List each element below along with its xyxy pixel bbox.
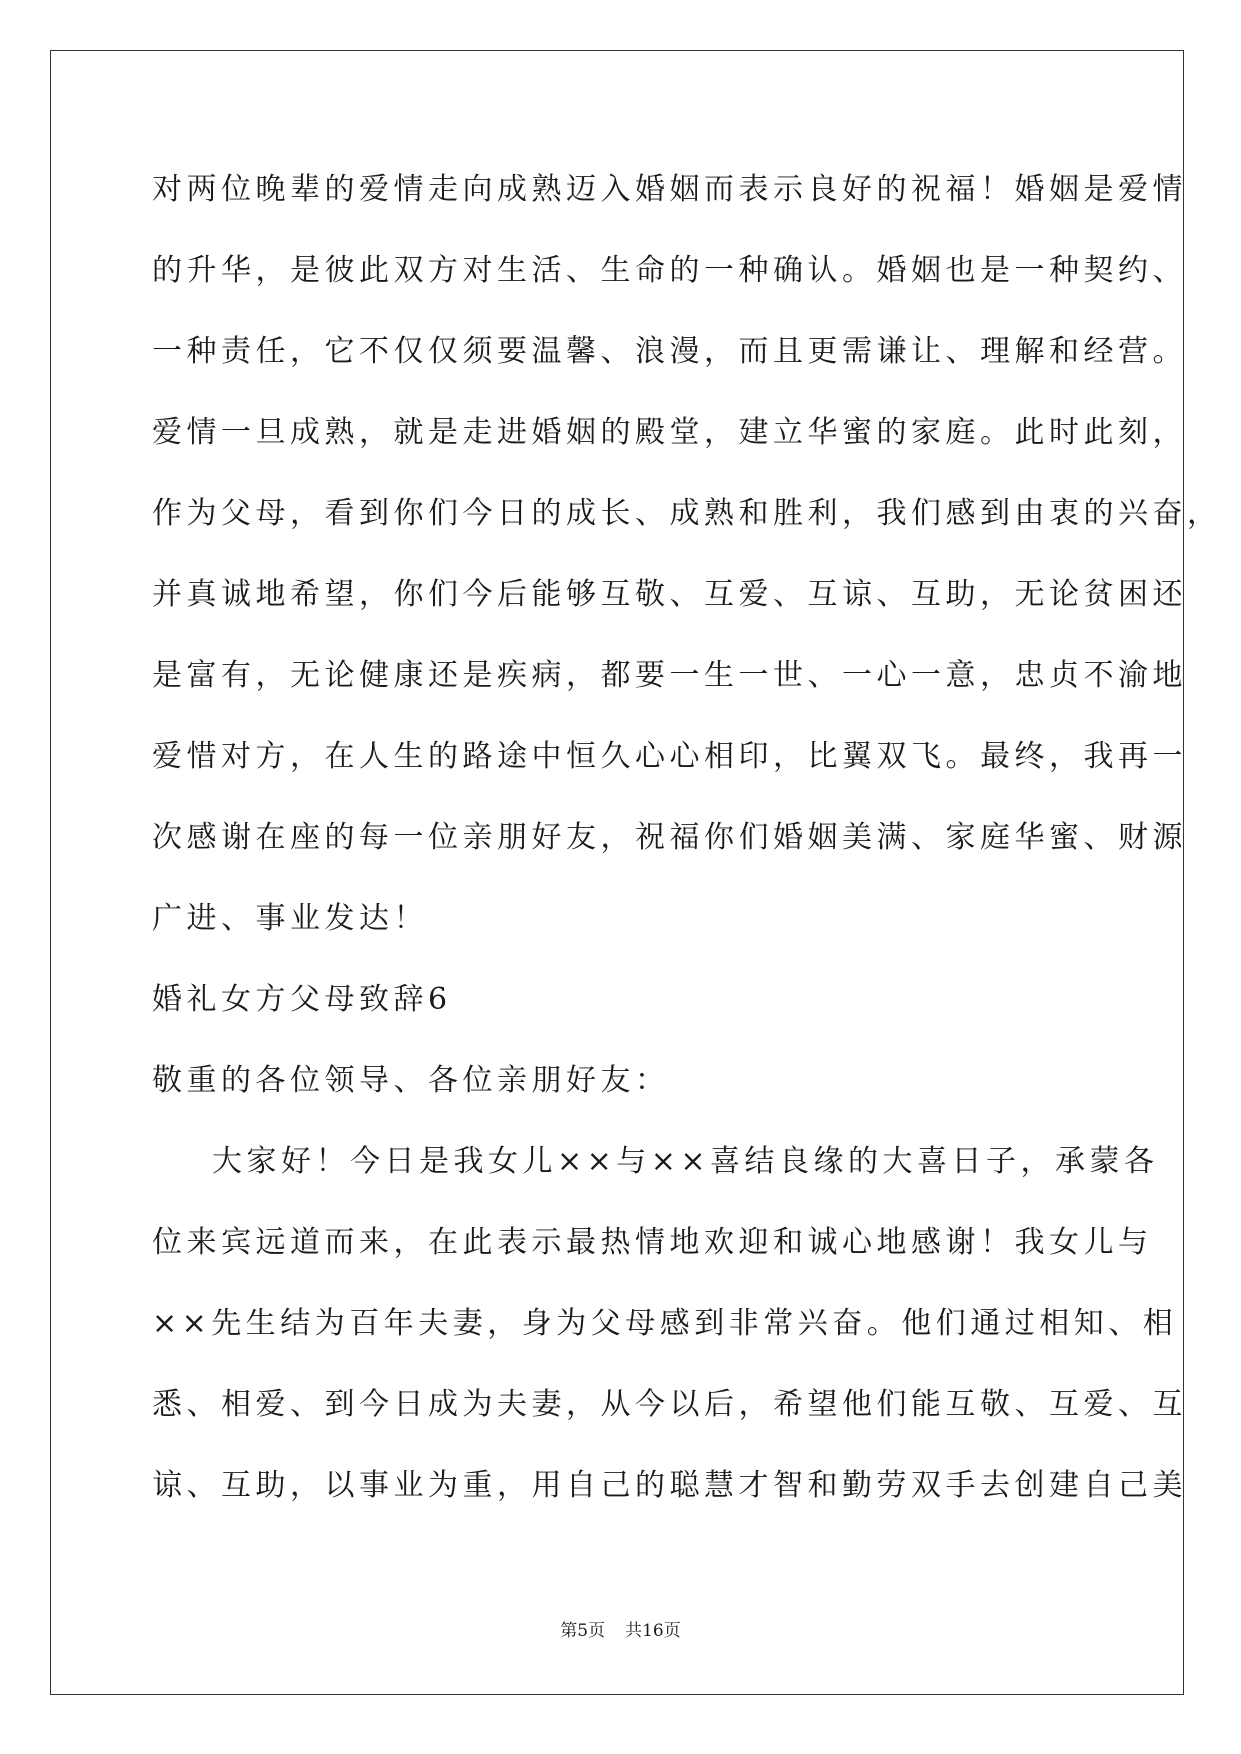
body-line: 广进、事业发达！: [152, 901, 428, 936]
body-line: 爱情一旦成熟，就是走进婚姻的殿堂，建立华蜜的家庭。此时此刻，: [152, 415, 1187, 450]
body-line: 一种责任，它不仅仅须要温馨、浪漫，而且更需谦让、理解和经营。: [152, 334, 1187, 369]
section-heading: 婚礼女方父母致辞6: [152, 982, 452, 1017]
salutation-line: 敬重的各位领导、各位亲朋好友：: [152, 1063, 670, 1098]
body-line: 谅、互助，以事业为重，用自己的聪慧才智和勤劳双手去创建自己美: [152, 1468, 1187, 1503]
body-line: 是富有，无论健康还是疾病，都要一生一世、一心一意，忠贞不渝地: [152, 658, 1187, 693]
body-line: 次感谢在座的每一位亲朋好友，祝福你们婚姻美满、家庭华蜜、财源: [152, 820, 1187, 855]
page-footer: [0, 1619, 1241, 1643]
body-line: 位来宾远道而来，在此表示最热情地欢迎和诚心地感谢！我女儿与: [152, 1225, 1153, 1260]
body-line: ××先生结为百年夫妻，身为父母感到非常兴奋。他们通过相知、相: [152, 1306, 1178, 1341]
body-line: 对两位晚辈的爱情走向成熟迈入婚姻而表示良好的祝福！婚姻是爱情: [152, 172, 1187, 207]
body-line: 大家好！今日是我女儿××与××喜结良缘的大喜日子，承蒙各: [212, 1144, 1159, 1179]
page-total: 共16页: [625, 1621, 681, 1641]
body-line: 并真诚地希望，你们今后能够互敬、互爱、互谅、互助，无论贫困还: [152, 577, 1187, 612]
document-body: [152, 165, 1222, 1542]
body-line: 作为父母，看到你们今日的成长、成熟和胜利，我们感到由衷的兴奋，: [152, 496, 1222, 531]
body-line: 悉、相爱、到今日成为夫妻，从今以后，希望他们能互敬、互爱、互: [152, 1387, 1187, 1422]
body-line: 爱惜对方，在人生的路途中恒久心心相印，比翼双飞。最终，我再一: [152, 739, 1187, 774]
body-line: 的升华，是彼此双方对生活、生命的一种确认。婚姻也是一种契约、: [152, 253, 1187, 288]
page-number: 第5页: [560, 1621, 606, 1641]
